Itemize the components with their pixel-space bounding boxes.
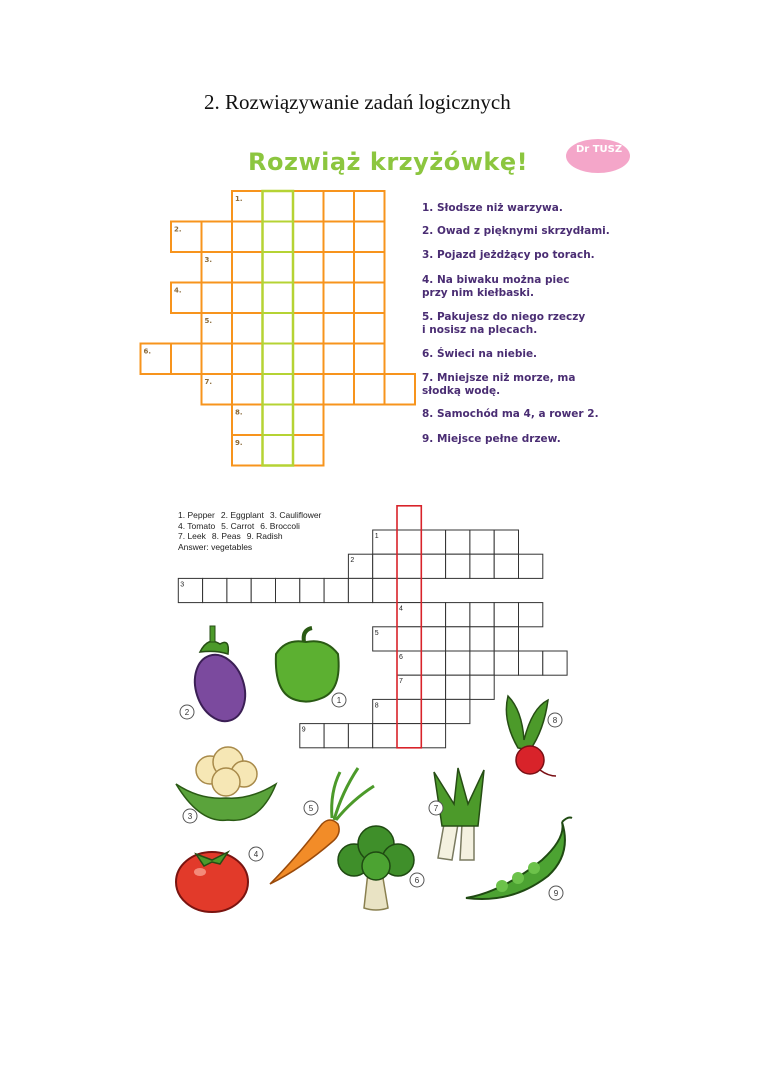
picture-number: 3 — [187, 812, 193, 821]
clue-8: 8. Samochód ma 4, a rower 2. — [422, 408, 599, 420]
section-heading: 2. Rozwiązywanie zadań logicznych — [204, 90, 511, 114]
picture-number: 9 — [553, 889, 559, 898]
word-item: 3. Cauliflower — [269, 510, 322, 520]
picture-number: 5 — [308, 804, 314, 813]
clue-2: 2. Owad z pięknymi skrzydłami. — [422, 225, 610, 237]
clue-number: 8 — [374, 702, 379, 710]
word-item: 5. Carrot — [221, 520, 255, 531]
clue-9: 9. Miejsce pełne drzew. — [422, 433, 561, 445]
answer-text: Answer: vegetables — [178, 541, 253, 552]
clue-number: 9. — [235, 439, 243, 447]
picture-number: 1 — [336, 696, 342, 705]
clue-number: 1 — [374, 533, 379, 540]
clue-number: 9 — [301, 726, 306, 734]
clue-number: 7 — [399, 678, 403, 686]
word-item: 9. Radish — [246, 531, 283, 541]
word-item: 7. Leek — [178, 531, 206, 541]
clue-5: 5. Pakujesz do niego rzeczy i nosisz na plecach. — [422, 311, 586, 336]
picture-number: 6 — [414, 876, 420, 885]
clue-number: 8. — [235, 408, 243, 417]
clue-4: 4. Na biwaku można piec przy nim kiełbaski. — [422, 274, 570, 299]
clue-1: 1. Słodsze niż warzywa. — [422, 202, 563, 214]
clue-number: 2. — [174, 225, 182, 234]
clue-number: 4 — [399, 605, 403, 613]
word-item: 2. Eggplant — [220, 510, 264, 520]
picture-number: 7 — [433, 804, 439, 813]
clue-number: 6 — [399, 654, 403, 661]
clue-number: 5. — [204, 317, 213, 325]
word-item: 8. Peas — [211, 531, 241, 541]
picture-number: 8 — [552, 716, 558, 725]
clue-6: 6. Świeci na niebie. — [422, 348, 538, 360]
word-item: 1. Pepper — [178, 510, 215, 520]
clue-7: 7. Mniejsze niż morze, ma słodką wodę. — [422, 372, 576, 397]
logo-text: Dr TUSZ — [576, 144, 623, 155]
picture-number: 2 — [184, 708, 190, 717]
clue-number: 4. — [174, 286, 182, 295]
picture-number: 4 — [253, 850, 259, 859]
word-item: 6. Broccoli — [260, 520, 300, 531]
crossword-title: Rozwiąż krzyżówkę! — [248, 148, 529, 176]
clue-number: 1. — [235, 195, 243, 203]
clue-number: 3 — [180, 581, 185, 589]
clue-number: 7. — [204, 378, 213, 386]
word-item: 4. Tomato — [178, 520, 216, 531]
clue-number: 2 — [350, 557, 355, 565]
clue-number: 6. — [143, 347, 152, 356]
clue-number: 3. — [204, 256, 213, 264]
clue-3: 3. Pojazd jeżdżący po torach. — [422, 249, 595, 261]
clue-number: 5 — [374, 629, 379, 637]
